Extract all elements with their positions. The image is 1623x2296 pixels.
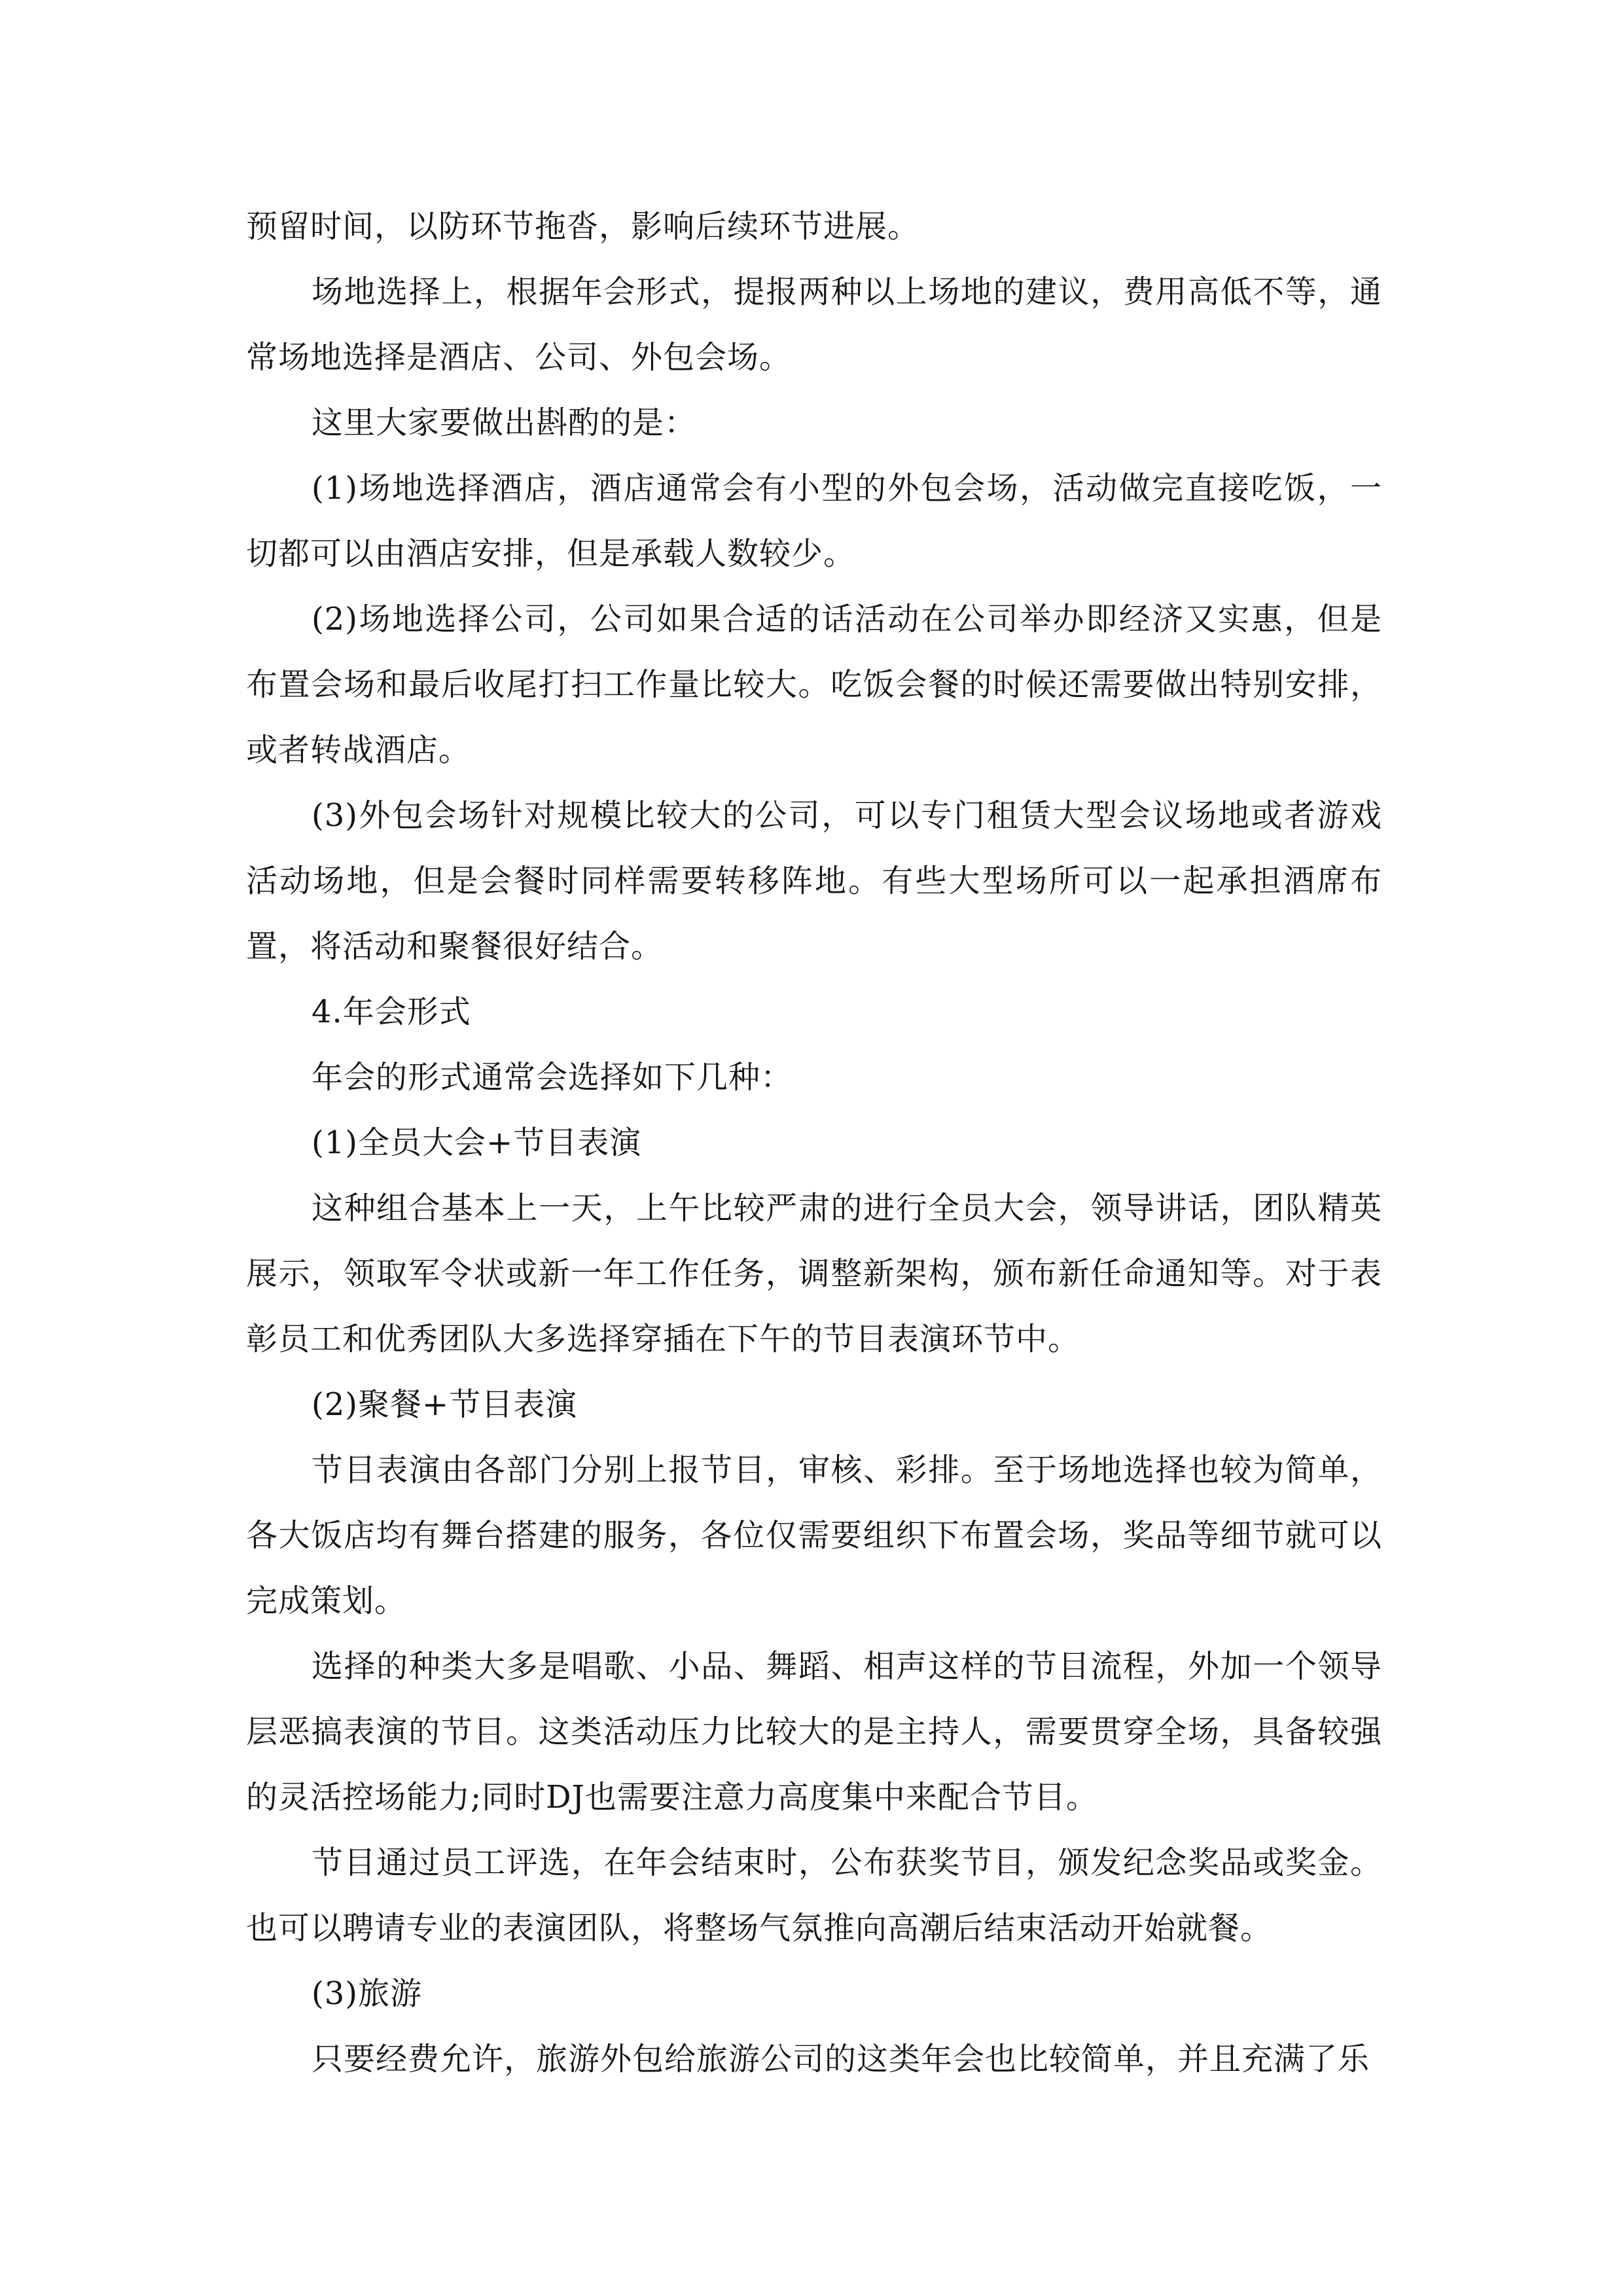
- section-heading: 4.年会形式: [312, 994, 471, 1030]
- paragraph: 年会的形式通常会选择如下几种：: [312, 1059, 793, 1096]
- paragraph: (1)场地选择酒店，酒店通常会有小型的外包会场，活动做完直接吃饭，一切都可以由酒店安排，但是承载人数较少。: [246, 470, 1382, 572]
- paragraph: (2)场地选择公司，公司如果合适的话活动在公司举办即经济又实惠，但是布置会场和最后收尾打扫工作量比较大。吃饭会餐的时候还需要做出特别安排，或者转战酒店。: [246, 601, 1382, 768]
- paragraph: 只要经费允许，旅游外包给旅游公司的这类年会也比较简单，并且充满了乐: [312, 2041, 1370, 2077]
- paragraph: 预留时间，以防环节拖沓，影响后续环节进展。: [246, 208, 920, 245]
- paragraph: 这里大家要做出斟酌的是：: [312, 404, 697, 441]
- subheading: (1)全员大会+节目表演: [312, 1124, 642, 1161]
- subheading: (3)旅游: [312, 1975, 422, 2012]
- paragraph: 节目通过员工评选，在年会结束时，公布获奖节目，颁发纪念奖品或奖金。也可以聘请专业的表演团队，将整场气氛推向高潮后结束活动开始就餐。: [246, 1844, 1382, 1946]
- paragraph: 这种组合基本上一天，上午比较严肃的进行全员大会，领导讲话，团队精英展示，领取军令状或新一年工作任务，调整新架构，颁布新任命通知等。对于表彰员工和优秀团队大多选择穿插在下午的节目表演环节中。: [246, 1190, 1382, 1357]
- document-body: [246, 194, 1382, 2092]
- paragraph: (3)外包会场针对规模比较大的公司，可以专门租赁大型会议场地或者游戏活动场地，但是会餐时同样需要转移阵地。有些大型场所可以一起承担酒席布置，将活动和聚餐很好结合。: [246, 797, 1382, 965]
- paragraph: 选择的种类大多是唱歌、小品、舞蹈、相声这样的节目流程，外加一个领导层恶搞表演的节目。这类活动压力比较大的是主持人，需要贯穿全场，具备较强的灵活控场能力;同时DJ也需要注意力高度集中来配合节目。: [246, 1648, 1382, 1816]
- paragraph: 场地选择上，根据年会形式，提报两种以上场地的建议，费用高低不等，通常场地选择是酒店、公司、外包会场。: [246, 274, 1382, 376]
- subheading: (2)聚餐+节目表演: [312, 1386, 578, 1423]
- paragraph: 节目表演由各部门分别上报节目，审核、彩排。至于场地选择也较为简单，各大饭店均有舞台搭建的服务，各位仅需要组织下布置会场，奖品等细节就可以完成策划。: [246, 1452, 1382, 1619]
